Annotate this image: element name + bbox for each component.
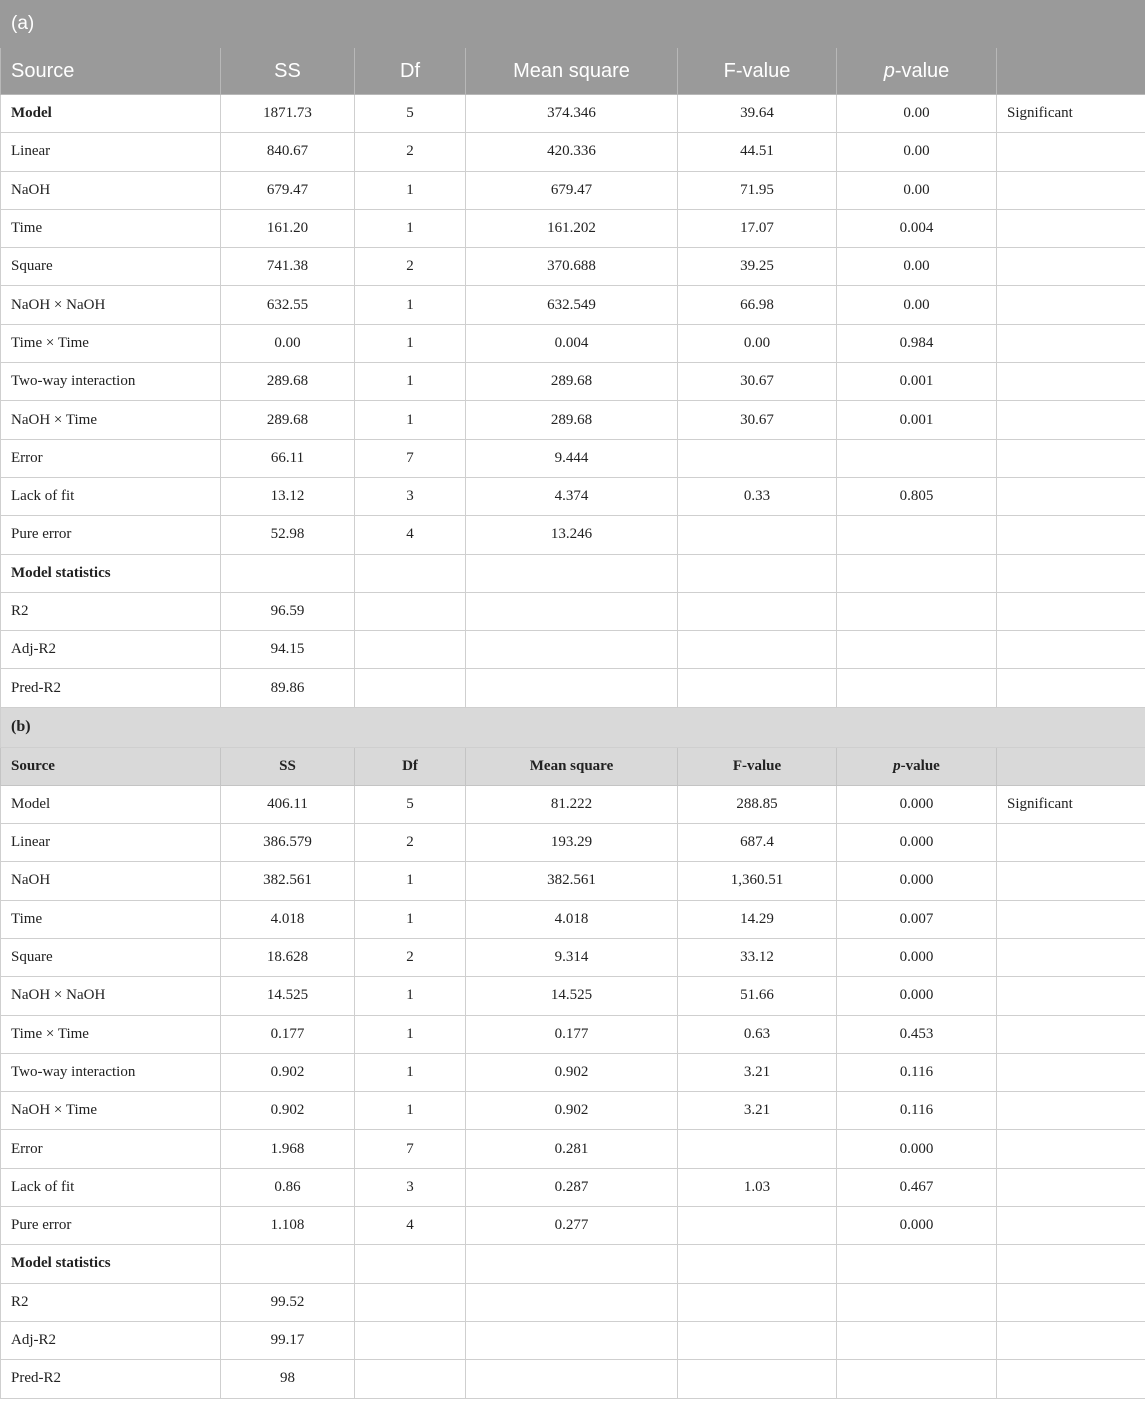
table-row xyxy=(1,592,1145,630)
cell-f-value xyxy=(678,1360,837,1398)
cell-note xyxy=(997,1168,1145,1206)
cell-note xyxy=(997,286,1145,324)
cell-ss: 52.98 xyxy=(221,516,355,554)
cell-p-value xyxy=(837,1321,997,1359)
cell-note xyxy=(997,209,1145,247)
cell-ss: 406.11 xyxy=(221,785,355,823)
cell-note xyxy=(997,554,1145,592)
cell-note xyxy=(997,324,1145,362)
cell-mean-square: 13.246 xyxy=(466,516,678,554)
cell-f-value: 71.95 xyxy=(678,171,837,209)
table-row xyxy=(1,1130,1145,1168)
cell-f-value xyxy=(678,1283,837,1321)
cell-source: Pred-R2 xyxy=(1,669,221,707)
cell-f-value: 14.29 xyxy=(678,900,837,938)
cell-mean-square xyxy=(466,631,678,669)
cell-df xyxy=(355,554,466,592)
cell-mean-square: 0.287 xyxy=(466,1168,678,1206)
cell-f-value: 0.63 xyxy=(678,1015,837,1053)
header-mean-square: Mean square xyxy=(466,48,678,95)
cell-note: Significant xyxy=(997,785,1145,823)
cell-f-value: 51.66 xyxy=(678,977,837,1015)
cell-p-value: 0.453 xyxy=(837,1015,997,1053)
cell-f-value: 33.12 xyxy=(678,938,837,976)
table-row xyxy=(1,824,1145,862)
cell-ss: 289.68 xyxy=(221,363,355,401)
cell-source: Linear xyxy=(1,133,221,171)
table-row xyxy=(1,631,1145,669)
cell-mean-square xyxy=(466,669,678,707)
cell-df xyxy=(355,592,466,630)
cell-mean-square: 14.525 xyxy=(466,977,678,1015)
cell-ss: 741.38 xyxy=(221,248,355,286)
table-row xyxy=(1,363,1145,401)
cell-source: NaOH xyxy=(1,862,221,900)
cell-ss: 66.11 xyxy=(221,439,355,477)
table-row xyxy=(1,286,1145,324)
cell-source: Lack of fit xyxy=(1,477,221,515)
cell-source: Pred-R2 xyxy=(1,1360,221,1398)
cell-note xyxy=(997,977,1145,1015)
cell-ss: 4.018 xyxy=(221,900,355,938)
cell-note xyxy=(997,824,1145,862)
cell-df xyxy=(355,669,466,707)
table-row xyxy=(1,133,1145,171)
cell-f-value xyxy=(678,669,837,707)
cell-ss: 386.579 xyxy=(221,824,355,862)
cell-mean-square: 0.902 xyxy=(466,1092,678,1130)
cell-f-value: 66.98 xyxy=(678,286,837,324)
cell-source: NaOH × Time xyxy=(1,401,221,439)
cell-df: 1 xyxy=(355,363,466,401)
table-row xyxy=(1,1168,1145,1206)
cell-ss xyxy=(221,554,355,592)
cell-mean-square xyxy=(466,554,678,592)
cell-f-value: 30.67 xyxy=(678,401,837,439)
cell-df: 2 xyxy=(355,938,466,976)
cell-df: 2 xyxy=(355,824,466,862)
cell-mean-square: 0.281 xyxy=(466,1130,678,1168)
cell-mean-square xyxy=(466,1245,678,1283)
cell-df xyxy=(355,1360,466,1398)
cell-p-value: 0.00 xyxy=(837,95,997,133)
cell-mean-square xyxy=(466,1360,678,1398)
cell-p-value: 0.000 xyxy=(837,824,997,862)
cell-ss: 161.20 xyxy=(221,209,355,247)
cell-note xyxy=(997,133,1145,171)
table-row xyxy=(1,669,1145,707)
cell-mean-square: 9.314 xyxy=(466,938,678,976)
cell-p-value: 0.984 xyxy=(837,324,997,362)
header-note xyxy=(997,747,1145,785)
cell-ss: 1.108 xyxy=(221,1207,355,1245)
cell-df: 3 xyxy=(355,477,466,515)
cell-df: 1 xyxy=(355,900,466,938)
cell-p-value: 0.000 xyxy=(837,785,997,823)
cell-mean-square: 0.004 xyxy=(466,324,678,362)
table-a-label: (a) xyxy=(1,1,1145,48)
cell-ss: 0.902 xyxy=(221,1092,355,1130)
header-source: Source xyxy=(1,48,221,95)
cell-mean-square: 382.561 xyxy=(466,862,678,900)
header-p-rest: -value xyxy=(900,757,940,774)
header-source: Source xyxy=(1,747,221,785)
table-row xyxy=(1,785,1145,823)
table-row xyxy=(1,977,1145,1015)
cell-mean-square: 370.688 xyxy=(466,248,678,286)
cell-df: 1 xyxy=(355,862,466,900)
cell-ss: 89.86 xyxy=(221,669,355,707)
cell-p-value xyxy=(837,669,997,707)
cell-f-value: 39.25 xyxy=(678,248,837,286)
header-f-value: F-value xyxy=(678,48,837,95)
cell-note xyxy=(997,1053,1145,1091)
cell-note xyxy=(997,1283,1145,1321)
cell-p-value xyxy=(837,1360,997,1398)
cell-df: 7 xyxy=(355,1130,466,1168)
cell-p-value: 0.000 xyxy=(837,862,997,900)
cell-df: 2 xyxy=(355,133,466,171)
cell-df: 1 xyxy=(355,209,466,247)
cell-source: Adj-R2 xyxy=(1,1321,221,1359)
table-row xyxy=(1,516,1145,554)
cell-note xyxy=(997,938,1145,976)
cell-p-value: 0.00 xyxy=(837,133,997,171)
cell-p-value xyxy=(837,631,997,669)
table-row xyxy=(1,1015,1145,1053)
cell-ss: 18.628 xyxy=(221,938,355,976)
cell-f-value xyxy=(678,439,837,477)
table-row xyxy=(1,1321,1145,1359)
cell-f-value: 0.33 xyxy=(678,477,837,515)
cell-source: R2 xyxy=(1,1283,221,1321)
cell-p-value: 0.001 xyxy=(837,363,997,401)
table-a-label-row xyxy=(1,1,1145,48)
cell-p-value xyxy=(837,592,997,630)
cell-note xyxy=(997,363,1145,401)
table-b-header-row xyxy=(1,747,1145,785)
cell-df xyxy=(355,1321,466,1359)
cell-f-value: 30.67 xyxy=(678,363,837,401)
header-p-italic: p xyxy=(893,757,901,774)
cell-source: NaOH xyxy=(1,171,221,209)
cell-f-value xyxy=(678,1245,837,1283)
cell-note xyxy=(997,171,1145,209)
cell-mean-square: 4.018 xyxy=(466,900,678,938)
cell-mean-square xyxy=(466,1283,678,1321)
cell-source: Time × Time xyxy=(1,324,221,362)
cell-note xyxy=(997,900,1145,938)
header-ss: SS xyxy=(221,48,355,95)
cell-mean-square: 9.444 xyxy=(466,439,678,477)
cell-f-value: 1.03 xyxy=(678,1168,837,1206)
cell-df: 1 xyxy=(355,171,466,209)
table-row xyxy=(1,1207,1145,1245)
cell-p-value: 0.467 xyxy=(837,1168,997,1206)
cell-note xyxy=(997,669,1145,707)
cell-note xyxy=(997,477,1145,515)
cell-df: 1 xyxy=(355,977,466,1015)
cell-mean-square: 632.549 xyxy=(466,286,678,324)
cell-note xyxy=(997,1207,1145,1245)
cell-ss: 0.902 xyxy=(221,1053,355,1091)
cell-mean-square: 0.277 xyxy=(466,1207,678,1245)
cell-f-value: 1,360.51 xyxy=(678,862,837,900)
table-row xyxy=(1,439,1145,477)
header-ss: SS xyxy=(221,747,355,785)
cell-p-value: 0.007 xyxy=(837,900,997,938)
cell-source: Two-way interaction xyxy=(1,1053,221,1091)
table-row xyxy=(1,401,1145,439)
table-row xyxy=(1,209,1145,247)
cell-source: Time xyxy=(1,900,221,938)
cell-f-value xyxy=(678,1207,837,1245)
cell-ss: 289.68 xyxy=(221,401,355,439)
cell-p-value: 0.116 xyxy=(837,1053,997,1091)
cell-ss: 679.47 xyxy=(221,171,355,209)
table-b-label-row xyxy=(1,707,1145,747)
cell-source: Linear xyxy=(1,824,221,862)
cell-f-value xyxy=(678,1130,837,1168)
cell-f-value xyxy=(678,516,837,554)
table-row xyxy=(1,324,1145,362)
cell-note xyxy=(997,1321,1145,1359)
header-mean-square: Mean square xyxy=(466,747,678,785)
cell-p-value: 0.000 xyxy=(837,938,997,976)
table-b-label: (b) xyxy=(1,707,1145,747)
table-row xyxy=(1,554,1145,592)
cell-p-value: 0.805 xyxy=(837,477,997,515)
cell-p-value: 0.000 xyxy=(837,977,997,1015)
cell-mean-square: 0.902 xyxy=(466,1053,678,1091)
cell-p-value: 0.004 xyxy=(837,209,997,247)
table-row xyxy=(1,1360,1145,1398)
cell-p-value xyxy=(837,1245,997,1283)
cell-source: Model xyxy=(1,95,221,133)
cell-source: Model statistics xyxy=(1,1245,221,1283)
table-row xyxy=(1,1053,1145,1091)
cell-source: Time xyxy=(1,209,221,247)
cell-ss: 0.177 xyxy=(221,1015,355,1053)
cell-f-value: 687.4 xyxy=(678,824,837,862)
cell-ss: 98 xyxy=(221,1360,355,1398)
cell-p-value xyxy=(837,516,997,554)
cell-f-value xyxy=(678,554,837,592)
cell-note xyxy=(997,592,1145,630)
cell-mean-square: 161.202 xyxy=(466,209,678,247)
cell-note xyxy=(997,439,1145,477)
cell-p-value: 0.001 xyxy=(837,401,997,439)
cell-mean-square: 679.47 xyxy=(466,171,678,209)
cell-source: Model statistics xyxy=(1,554,221,592)
cell-ss: 382.561 xyxy=(221,862,355,900)
cell-mean-square: 374.346 xyxy=(466,95,678,133)
table-row xyxy=(1,1092,1145,1130)
header-p-italic: p xyxy=(883,59,895,82)
cell-source: NaOH × Time xyxy=(1,1092,221,1130)
cell-f-value: 0.00 xyxy=(678,324,837,362)
cell-source: Pure error xyxy=(1,516,221,554)
cell-f-value xyxy=(678,631,837,669)
cell-p-value: 0.000 xyxy=(837,1207,997,1245)
cell-df: 2 xyxy=(355,248,466,286)
cell-df: 5 xyxy=(355,95,466,133)
cell-p-value: 0.00 xyxy=(837,286,997,324)
cell-mean-square: 4.374 xyxy=(466,477,678,515)
cell-ss: 13.12 xyxy=(221,477,355,515)
cell-source: NaOH × NaOH xyxy=(1,286,221,324)
cell-ss: 632.55 xyxy=(221,286,355,324)
table-row xyxy=(1,938,1145,976)
cell-p-value xyxy=(837,554,997,592)
cell-ss: 0.00 xyxy=(221,324,355,362)
cell-df xyxy=(355,1245,466,1283)
cell-source: Two-way interaction xyxy=(1,363,221,401)
cell-source: Model xyxy=(1,785,221,823)
cell-df: 7 xyxy=(355,439,466,477)
table-row xyxy=(1,900,1145,938)
header-p-rest: -value xyxy=(894,59,950,82)
cell-df: 1 xyxy=(355,286,466,324)
cell-f-value: 3.21 xyxy=(678,1053,837,1091)
cell-note: Significant xyxy=(997,95,1145,133)
header-p-value xyxy=(837,48,997,95)
cell-ss: 840.67 xyxy=(221,133,355,171)
cell-df xyxy=(355,631,466,669)
cell-mean-square: 81.222 xyxy=(466,785,678,823)
cell-df: 1 xyxy=(355,324,466,362)
cell-source: Square xyxy=(1,938,221,976)
header-note xyxy=(997,48,1145,95)
cell-mean-square: 193.29 xyxy=(466,824,678,862)
cell-note xyxy=(997,1130,1145,1168)
cell-mean-square: 420.336 xyxy=(466,133,678,171)
cell-df: 1 xyxy=(355,1092,466,1130)
cell-mean-square xyxy=(466,592,678,630)
header-df: Df xyxy=(355,48,466,95)
cell-f-value: 3.21 xyxy=(678,1092,837,1130)
cell-source: NaOH × NaOH xyxy=(1,977,221,1015)
cell-df: 1 xyxy=(355,401,466,439)
cell-mean-square xyxy=(466,1321,678,1359)
cell-source: Adj-R2 xyxy=(1,631,221,669)
table-row xyxy=(1,862,1145,900)
cell-source: R2 xyxy=(1,592,221,630)
cell-ss: 1871.73 xyxy=(221,95,355,133)
cell-df: 5 xyxy=(355,785,466,823)
cell-f-value xyxy=(678,1321,837,1359)
cell-ss: 96.59 xyxy=(221,592,355,630)
cell-note xyxy=(997,1092,1145,1130)
cell-ss: 1.968 xyxy=(221,1130,355,1168)
header-f-value: F-value xyxy=(678,747,837,785)
cell-df: 4 xyxy=(355,516,466,554)
cell-mean-square: 289.68 xyxy=(466,401,678,439)
cell-source: Error xyxy=(1,439,221,477)
table-row xyxy=(1,171,1145,209)
cell-df: 3 xyxy=(355,1168,466,1206)
cell-note xyxy=(997,1360,1145,1398)
cell-ss: 14.525 xyxy=(221,977,355,1015)
table-row xyxy=(1,1283,1145,1321)
cell-note xyxy=(997,1245,1145,1283)
cell-source: Square xyxy=(1,248,221,286)
cell-mean-square: 289.68 xyxy=(466,363,678,401)
cell-note xyxy=(997,248,1145,286)
cell-f-value: 17.07 xyxy=(678,209,837,247)
cell-p-value: 0.00 xyxy=(837,171,997,209)
cell-df: 4 xyxy=(355,1207,466,1245)
cell-source: Pure error xyxy=(1,1207,221,1245)
cell-p-value: 0.000 xyxy=(837,1130,997,1168)
cell-note xyxy=(997,401,1145,439)
cell-note xyxy=(997,516,1145,554)
cell-source: Lack of fit xyxy=(1,1168,221,1206)
cell-note xyxy=(997,631,1145,669)
cell-f-value: 44.51 xyxy=(678,133,837,171)
cell-df: 1 xyxy=(355,1015,466,1053)
cell-source: Time × Time xyxy=(1,1015,221,1053)
table-a-header-row xyxy=(1,48,1145,95)
cell-p-value: 0.00 xyxy=(837,248,997,286)
cell-mean-square: 0.177 xyxy=(466,1015,678,1053)
cell-p-value xyxy=(837,1283,997,1321)
cell-ss: 99.17 xyxy=(221,1321,355,1359)
cell-f-value: 39.64 xyxy=(678,95,837,133)
cell-p-value: 0.116 xyxy=(837,1092,997,1130)
cell-f-value xyxy=(678,592,837,630)
cell-ss: 99.52 xyxy=(221,1283,355,1321)
table-row xyxy=(1,248,1145,286)
cell-note xyxy=(997,862,1145,900)
cell-ss xyxy=(221,1245,355,1283)
header-df: Df xyxy=(355,747,466,785)
cell-source: Error xyxy=(1,1130,221,1168)
cell-ss: 0.86 xyxy=(221,1168,355,1206)
cell-note xyxy=(997,1015,1145,1053)
table-row xyxy=(1,477,1145,515)
table-row xyxy=(1,95,1145,133)
cell-df: 1 xyxy=(355,1053,466,1091)
table-row xyxy=(1,1245,1145,1283)
cell-f-value: 288.85 xyxy=(678,785,837,823)
cell-ss: 94.15 xyxy=(221,631,355,669)
cell-p-value xyxy=(837,439,997,477)
cell-df xyxy=(355,1283,466,1321)
header-p-value xyxy=(837,747,997,785)
